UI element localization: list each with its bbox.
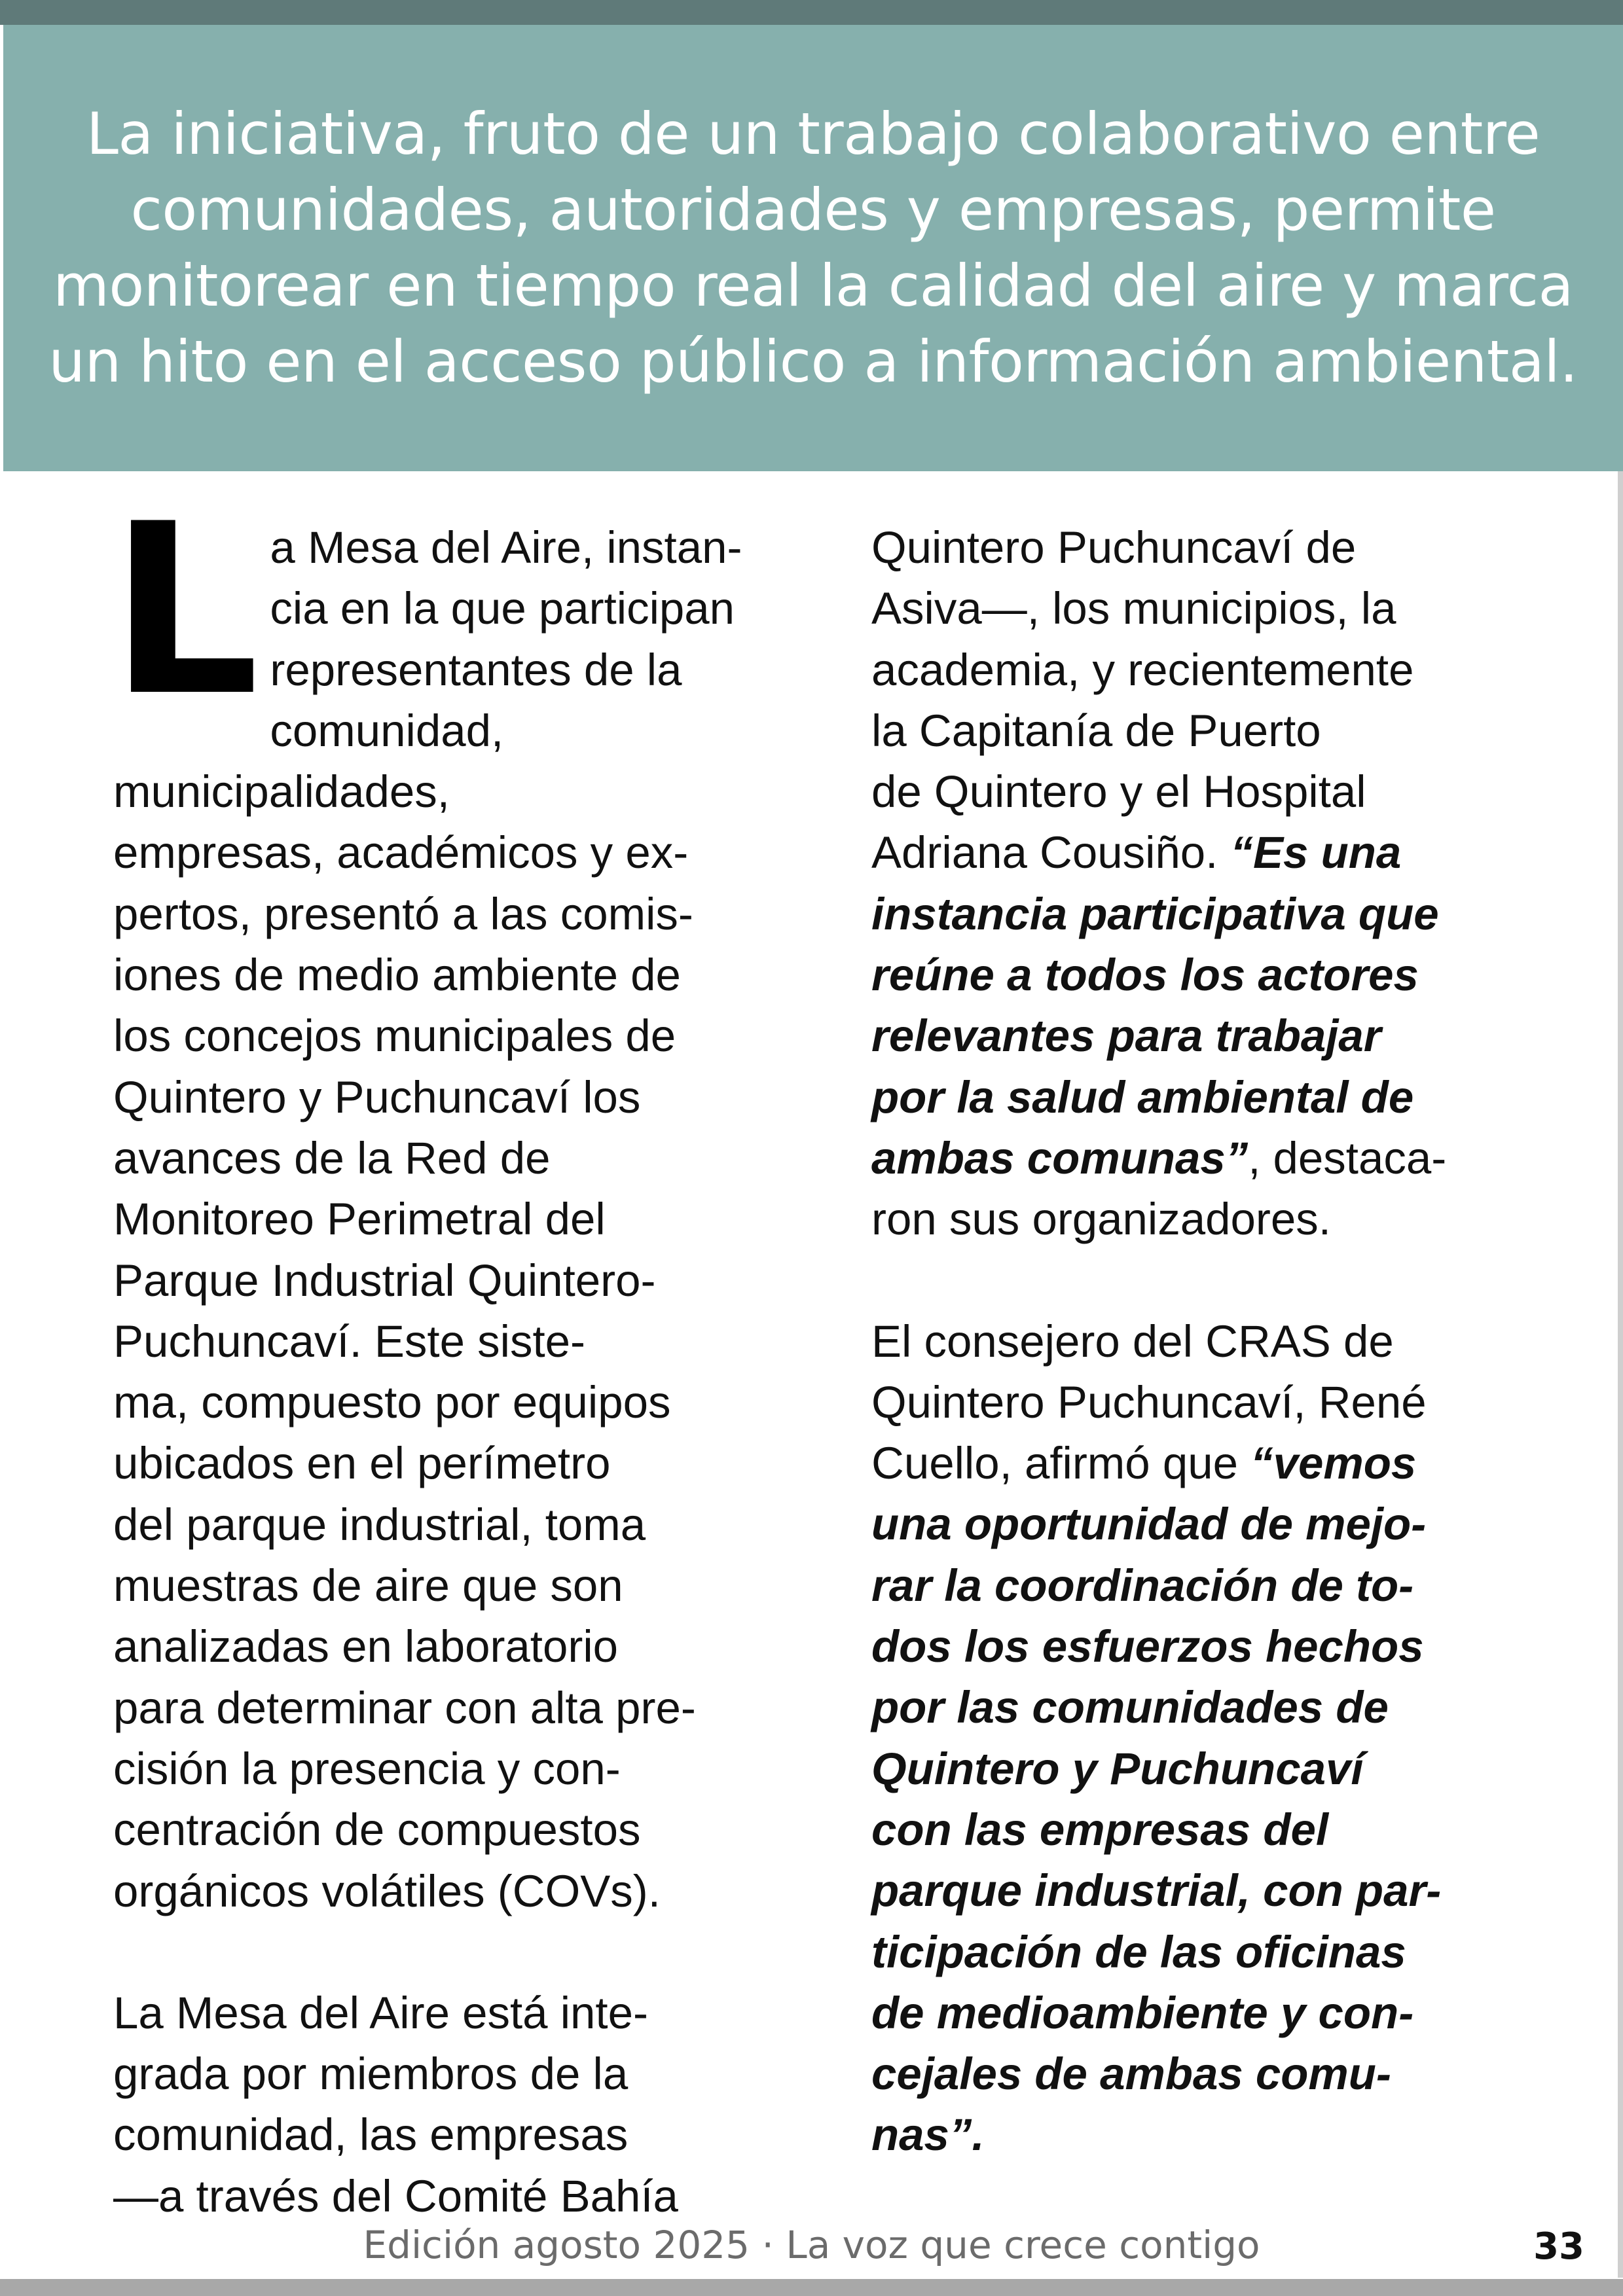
quote-organizers: “Es una instancia participativa que reúne a todos los actores relevantes para trabajar por la salud ambiental de ambas comunas” xyxy=(871,827,1439,1183)
drop-cap: L xyxy=(109,473,260,747)
lead-text: La iniciativa, fruto de un trabajo colaborativo entre comunidades, autoridades y empresas, permite monitorear en tiempo real la calidad del aire y marca un hito en el acceso público a información ambiental. xyxy=(48,100,1578,395)
lead-panel xyxy=(3,25,1623,471)
article-column-right xyxy=(871,517,1526,2166)
footer-edition: Edición agosto 2025 · La voz que crece contigo xyxy=(363,2223,1260,2267)
paragraph-2-end: Quintero Puchuncaví de Asiva—, los municipios, la academia, y recientemente la Capitanía de Puerto de Quintero y el Hospital Adriana Cousiño. “Es una instancia participativa que reúne a todos los actores relevantes para trabajar por la salud ambiental de ambas comunas”, destaca- ron sus organizadores. xyxy=(871,522,1447,1245)
paragraph-1: La Mesa del Aire, instan- cia en la que participan representantes de la comunidad, municipalidades, empresas, académicos y ex- pertos, presentó a las comis- iones de medio ambiente de los concejos municipales de Quintero y Puchuncaví los avances de la Red de Monitoreo Perimetral del Parque Industrial Quintero- Puchuncaví. Este siste- ma, compuesto por equipos ubicados en el perímetro del parque industrial, toma muestras de aire que son analizadas en laboratorio para determinar con alta pre- cisión la presencia y con- centración de compuestos orgánicos volátiles (COVs). xyxy=(109,473,742,1916)
page-number: 33 xyxy=(1533,2225,1584,2268)
paragraph-3: El consejero del CRAS de Quintero Puchuncaví, René Cuello, afirmó que “vemos una oportunidad de mejo- rar la coordinación de to- dos los esfuerzos hechos por las comunidades de Quintero y Puchuncaví con las empresas del parque industrial, con par- ticipación de las oficinas de medioambiente y con- cejales de ambas comu- nas”. xyxy=(871,1316,1442,2161)
bottom-bar xyxy=(0,2279,1623,2296)
article-column-left xyxy=(109,473,775,2227)
right-edge-rule xyxy=(1618,471,1623,2278)
quote-rene-cuello: “vemos una oportunidad de mejo- rar la coordinación de to- dos los esfuerzos hechos por las comunidades de Quintero y Puchuncaví con las empresas del parque industrial, con par- ticipación de las oficinas de medioambiente y con- cejales de ambas comu- nas”. xyxy=(871,1438,1442,2161)
top-strip xyxy=(0,0,1623,25)
paragraph-2-start: La Mesa del Aire está inte- grada por miembros de la comunidad, las empresas —a través del Comité Bahía xyxy=(113,1987,678,2221)
